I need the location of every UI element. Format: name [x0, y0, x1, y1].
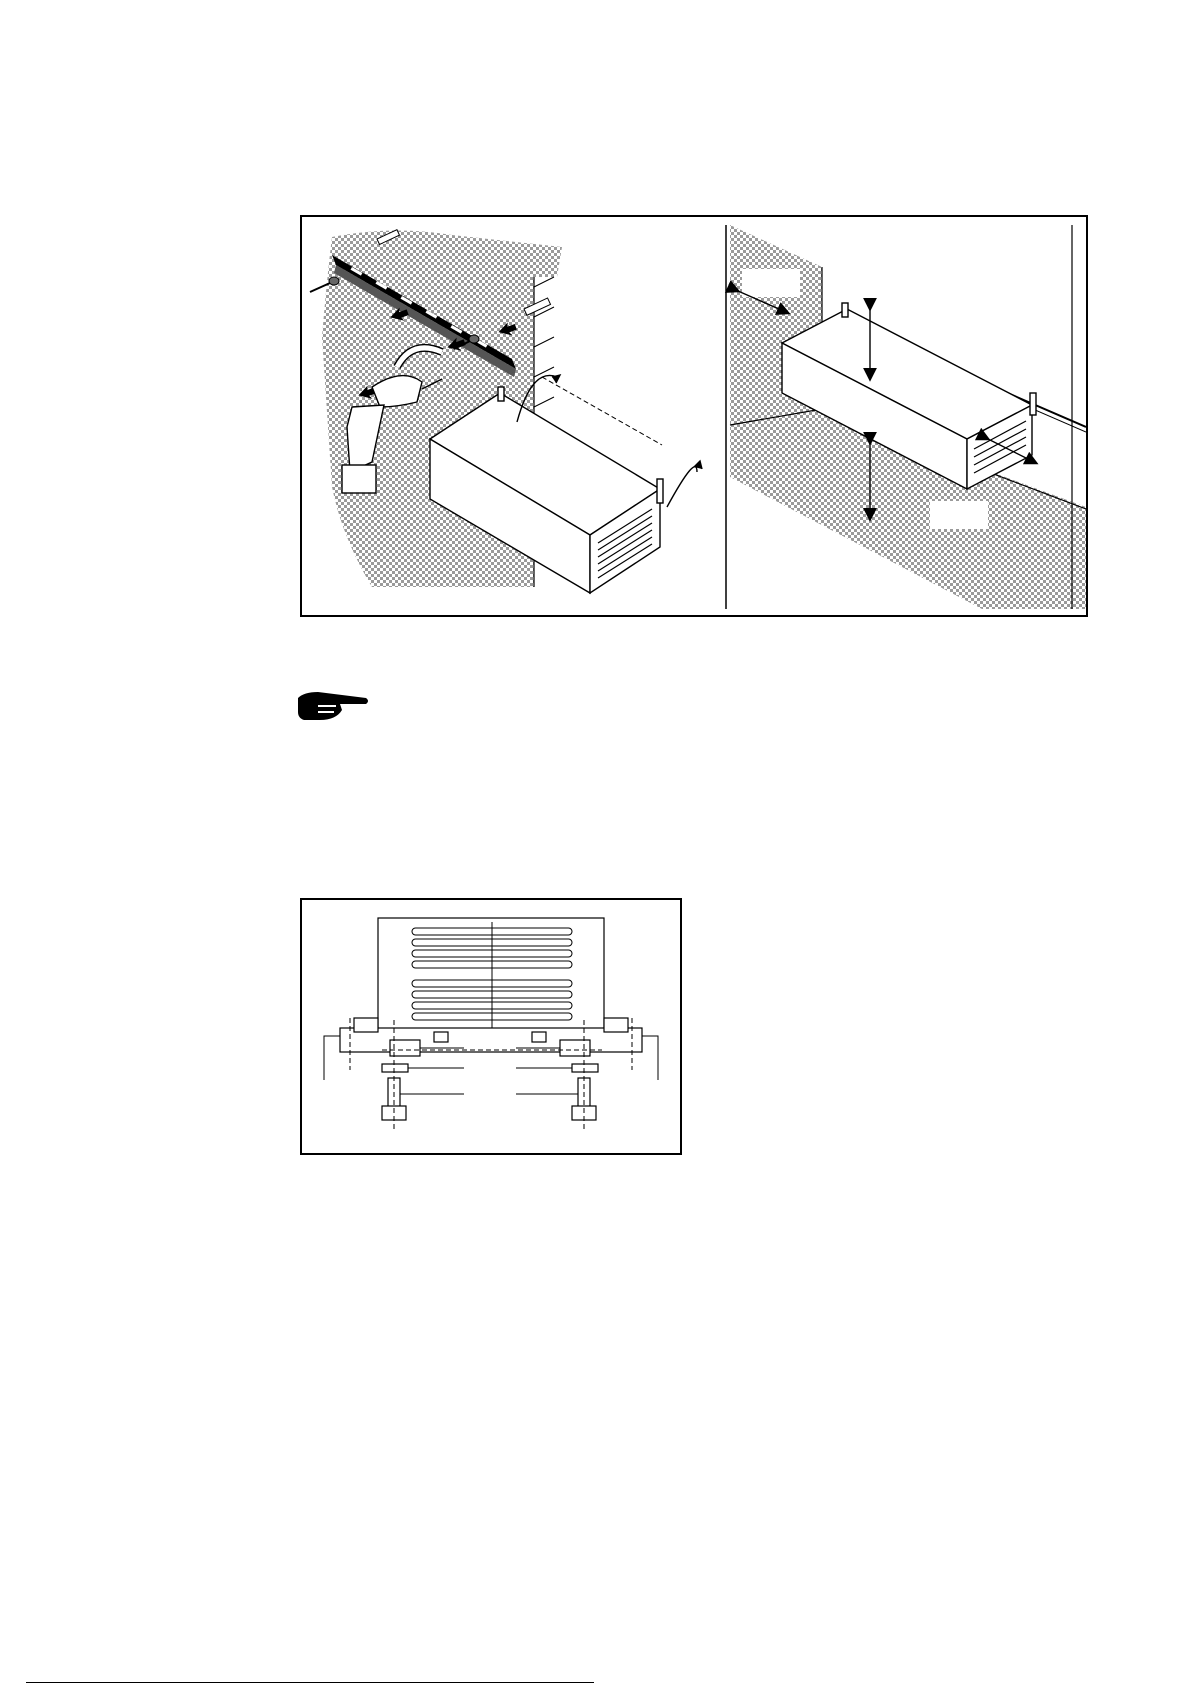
clearance-panel: [730, 225, 1086, 609]
clearance-label-bottom: [930, 501, 988, 529]
pointing-hand-icon: [296, 688, 372, 722]
nut-right: [572, 1064, 598, 1072]
wall-mounting-illustration: [302, 217, 1086, 615]
mounting-rail-profile: [340, 1028, 642, 1052]
wall-mounting-figure: [300, 215, 1088, 617]
nut-left: [382, 1064, 408, 1072]
clearance-label-top: [742, 269, 800, 297]
footer-rule: [26, 1682, 594, 1683]
rail-detail-figure: [300, 898, 682, 1155]
rail-detail-drawing: [302, 900, 680, 1153]
